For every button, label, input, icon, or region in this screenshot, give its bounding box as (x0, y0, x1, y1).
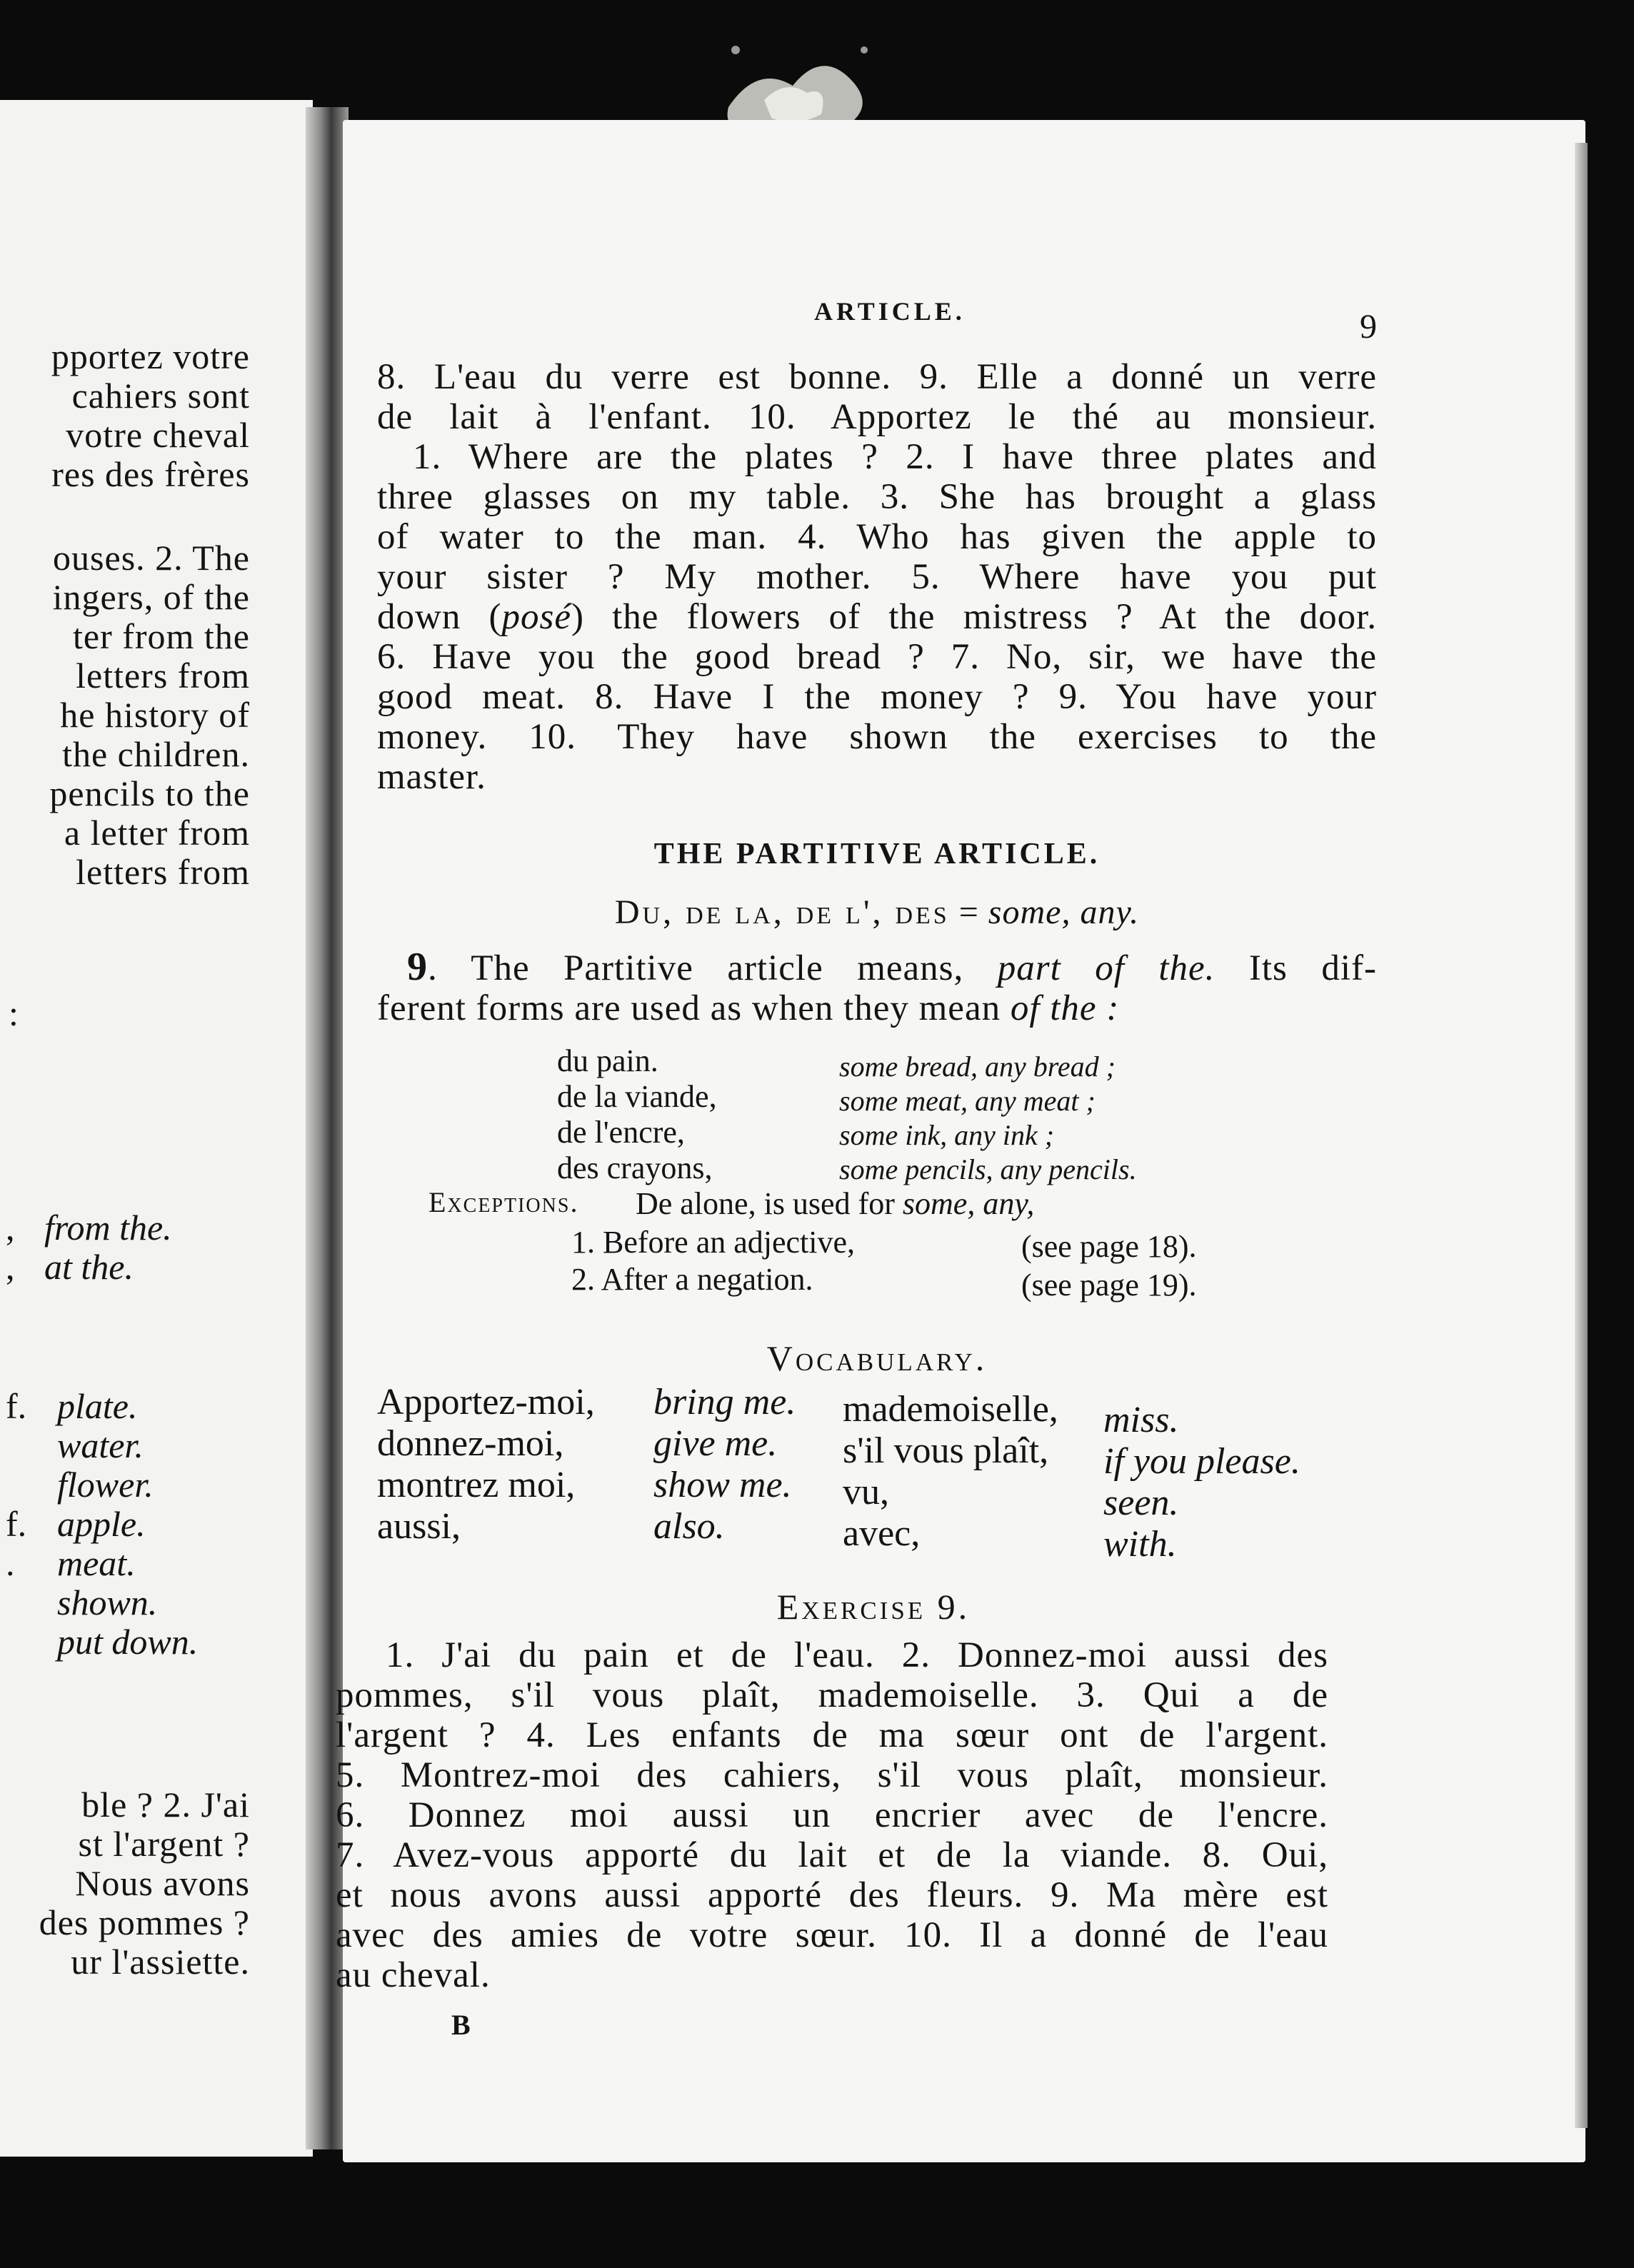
translation-line: your sister ? My mother. 5. Where have you put (377, 557, 1377, 597)
signature-mark: B (451, 2009, 471, 2041)
exercise-line: 7. Avez-vous apporté du lait et de la viande. 8. Oui, (336, 1835, 1328, 1875)
exercise-line: 1. J'ai du pain et de l'eau. 2. Donnez-moi aussi des (386, 1635, 1328, 1675)
exercise-line: et nous avons aussi apporté des fleurs. 9. Ma mère est (336, 1875, 1328, 1915)
translation-line: 6. Have you the good bread ? 7. No, sir, we have the (377, 637, 1377, 677)
left-vocab-word: meat. (57, 1543, 136, 1583)
vocab-col-1-french (377, 1382, 595, 1547)
rule-number: 9 (407, 945, 428, 989)
left-colon: : (9, 993, 19, 1033)
left-line: st l'argent ? (78, 1824, 250, 1864)
example-english: some meat, any meat ; (839, 1085, 1096, 1117)
pose-after: ) the flowers of the mistress ? At the door. (571, 597, 1377, 637)
prev-exercise-line: de lait à l'enfant. 10. Apportez le thé au monsieur. (377, 397, 1377, 437)
exception-item: 2. After a negation. (571, 1262, 813, 1297)
rule-line-2 (377, 988, 1377, 1028)
vocab-word: s'il vous plaît, (843, 1430, 1049, 1471)
prev-exercise-line: 8. L'eau du verre est bonne. 9. Elle a donné un verre (377, 357, 1377, 397)
vocab-word: donnez-moi, (377, 1423, 564, 1464)
exceptions-label: Exceptions. (428, 1186, 579, 1218)
left-line: des pommes ? (39, 1902, 250, 1942)
translation-line: three glasses on my table. 3. She has brought a glass (377, 477, 1377, 517)
vocab-meaning: if you please. (1103, 1441, 1300, 1482)
left-line: ur l'assiette. (71, 1942, 250, 1982)
exception-item: 1. Before an adjective, (571, 1225, 856, 1260)
left-vocab-word: shown. (57, 1582, 158, 1622)
exercise-line: l'argent ? 4. Les enfants de ma sœur ont de l'argent. (336, 1715, 1328, 1755)
vocab-meaning: with. (1103, 1524, 1177, 1565)
rule-text-end: Its dif- (1215, 948, 1377, 988)
partitive-meaning: some, any. (988, 893, 1140, 931)
page-edge (1575, 143, 1588, 2128)
left-line: pportez votre (51, 336, 250, 376)
left-line: pencils to the (49, 773, 250, 813)
example-french: de l'encre, (557, 1115, 685, 1150)
translation-line: 1. Where are the plates ? 2. I have three plates and (413, 437, 1377, 477)
example-english: some ink, any ink ; (839, 1119, 1055, 1151)
exercise-line: 6. Donnez moi aussi un encrier avec de l'encre. (336, 1795, 1328, 1835)
left-vocab-word: flower. (57, 1465, 154, 1505)
exercise-line: pommes, s'il vous plaît, mademoiselle. 3. Qui a de (336, 1675, 1328, 1715)
vocab-meaning: also. (653, 1506, 725, 1547)
vocab-word: Apportez-moi, (377, 1382, 595, 1422)
left-line: res des frères (51, 454, 250, 494)
example-french: de la viande, (557, 1079, 717, 1114)
vocab-word: mademoiselle, (843, 1389, 1058, 1430)
left-line: letters from (76, 656, 250, 696)
partitive-forms-line (377, 893, 1377, 933)
pose-before: down ( (377, 597, 502, 637)
vocab-col-1-english (653, 1382, 796, 1547)
page-body (377, 357, 1377, 1028)
rule-text-italic: part of the. (997, 948, 1216, 988)
exercise-title: Exercise 9. (776, 1587, 971, 1627)
exceptions-intro-italic: some, any, (902, 1186, 1035, 1221)
exception-ref: (see page 19). (1021, 1268, 1197, 1303)
vocab-meaning: show me. (653, 1465, 792, 1505)
vocab-meaning: bring me. (653, 1382, 796, 1422)
exercise-body (336, 1635, 1328, 1995)
pose-italic: posé (501, 597, 571, 637)
left-line: the children. (62, 734, 250, 774)
vocab-col-2-french (843, 1389, 1058, 1555)
vocab-word: aussi, (377, 1506, 461, 1547)
left-line: cahiers sont (71, 376, 250, 416)
left-vocab-mark: , (6, 1208, 15, 1248)
left-line: ble ? 2. J'ai (81, 1785, 250, 1825)
exercise-line: avec des amies de votre sœur. 10. Il a donné de l'eau (336, 1915, 1328, 1955)
example-french: du pain. (557, 1043, 658, 1078)
page-number: 9 (1360, 308, 1377, 346)
left-line: ouses. 2. The (53, 538, 250, 578)
translation-line: master. (377, 757, 486, 797)
vocab-col-2-english (1103, 1400, 1300, 1565)
vocab-word: vu, (843, 1472, 889, 1512)
left-line: he history of (60, 695, 250, 735)
vocab-meaning: seen. (1103, 1482, 1179, 1523)
left-line: letters from (76, 852, 250, 892)
left-vocab-mark: . (6, 1543, 15, 1583)
example-english: some bread, any bread ; (839, 1050, 1116, 1083)
left-vocab-word: at the. (44, 1247, 134, 1287)
rule-text: . The Partitive article means, (428, 948, 998, 988)
left-vocab-mark: f. (6, 1386, 27, 1426)
left-line: votre cheval (66, 415, 250, 455)
exercise-line: 5. Montrez-moi des cahiers, s'il vous plaît, monsieur. (336, 1755, 1328, 1795)
equals-sign: = (949, 893, 988, 931)
exceptions-intro (636, 1185, 1034, 1222)
rule-text: ferent forms are used as when they mean (377, 988, 1011, 1028)
left-line: Nous avons (75, 1863, 250, 1903)
vocab-word: montrez moi, (377, 1465, 576, 1505)
vocab-word: avec, (843, 1513, 921, 1554)
exception-ref: (see page 18). (1021, 1229, 1197, 1264)
rule-text-italic: of the : (1010, 988, 1120, 1028)
section-title: THE PARTITIVE ARTICLE. (653, 838, 1101, 870)
left-vocab-word: put down. (57, 1622, 199, 1662)
exercise-line: au cheval. (336, 1955, 491, 1995)
example-french: des crayons, (557, 1150, 713, 1185)
rule-line-1 (377, 947, 1377, 988)
left-vocab-word: apple. (57, 1504, 146, 1544)
left-vocab-word: water. (57, 1425, 144, 1465)
left-vocab-word: plate. (57, 1386, 138, 1426)
left-line: ingers, of the (52, 577, 250, 617)
translation-line-pose (377, 597, 1377, 637)
exceptions-intro-text: De alone, is used for (636, 1186, 903, 1221)
left-vocab-mark: , (6, 1247, 15, 1287)
example-english: some pencils, any pencils. (839, 1153, 1137, 1185)
vocab-meaning: give me. (653, 1423, 778, 1464)
left-vocab-mark: f. (6, 1504, 27, 1544)
left-page (0, 100, 313, 2157)
vocab-meaning: miss. (1103, 1400, 1179, 1440)
left-line: ter from the (72, 616, 250, 656)
exceptions-line (428, 1185, 578, 1219)
left-vocab-word: from the. (44, 1208, 172, 1248)
translation-line: money. 10. They have shown the exercises to the (377, 717, 1377, 757)
partitive-forms: Du, de la, de l', des (614, 893, 950, 931)
left-line: a letter from (64, 813, 250, 853)
running-head: ARTICLE. (814, 297, 966, 326)
translation-line: good meat. 8. Have I the money ? 9. You have your (377, 677, 1377, 717)
translation-line: of water to the man. 4. Who has given the apple to (377, 517, 1377, 557)
vocabulary-title: Vocabulary. (766, 1338, 988, 1378)
